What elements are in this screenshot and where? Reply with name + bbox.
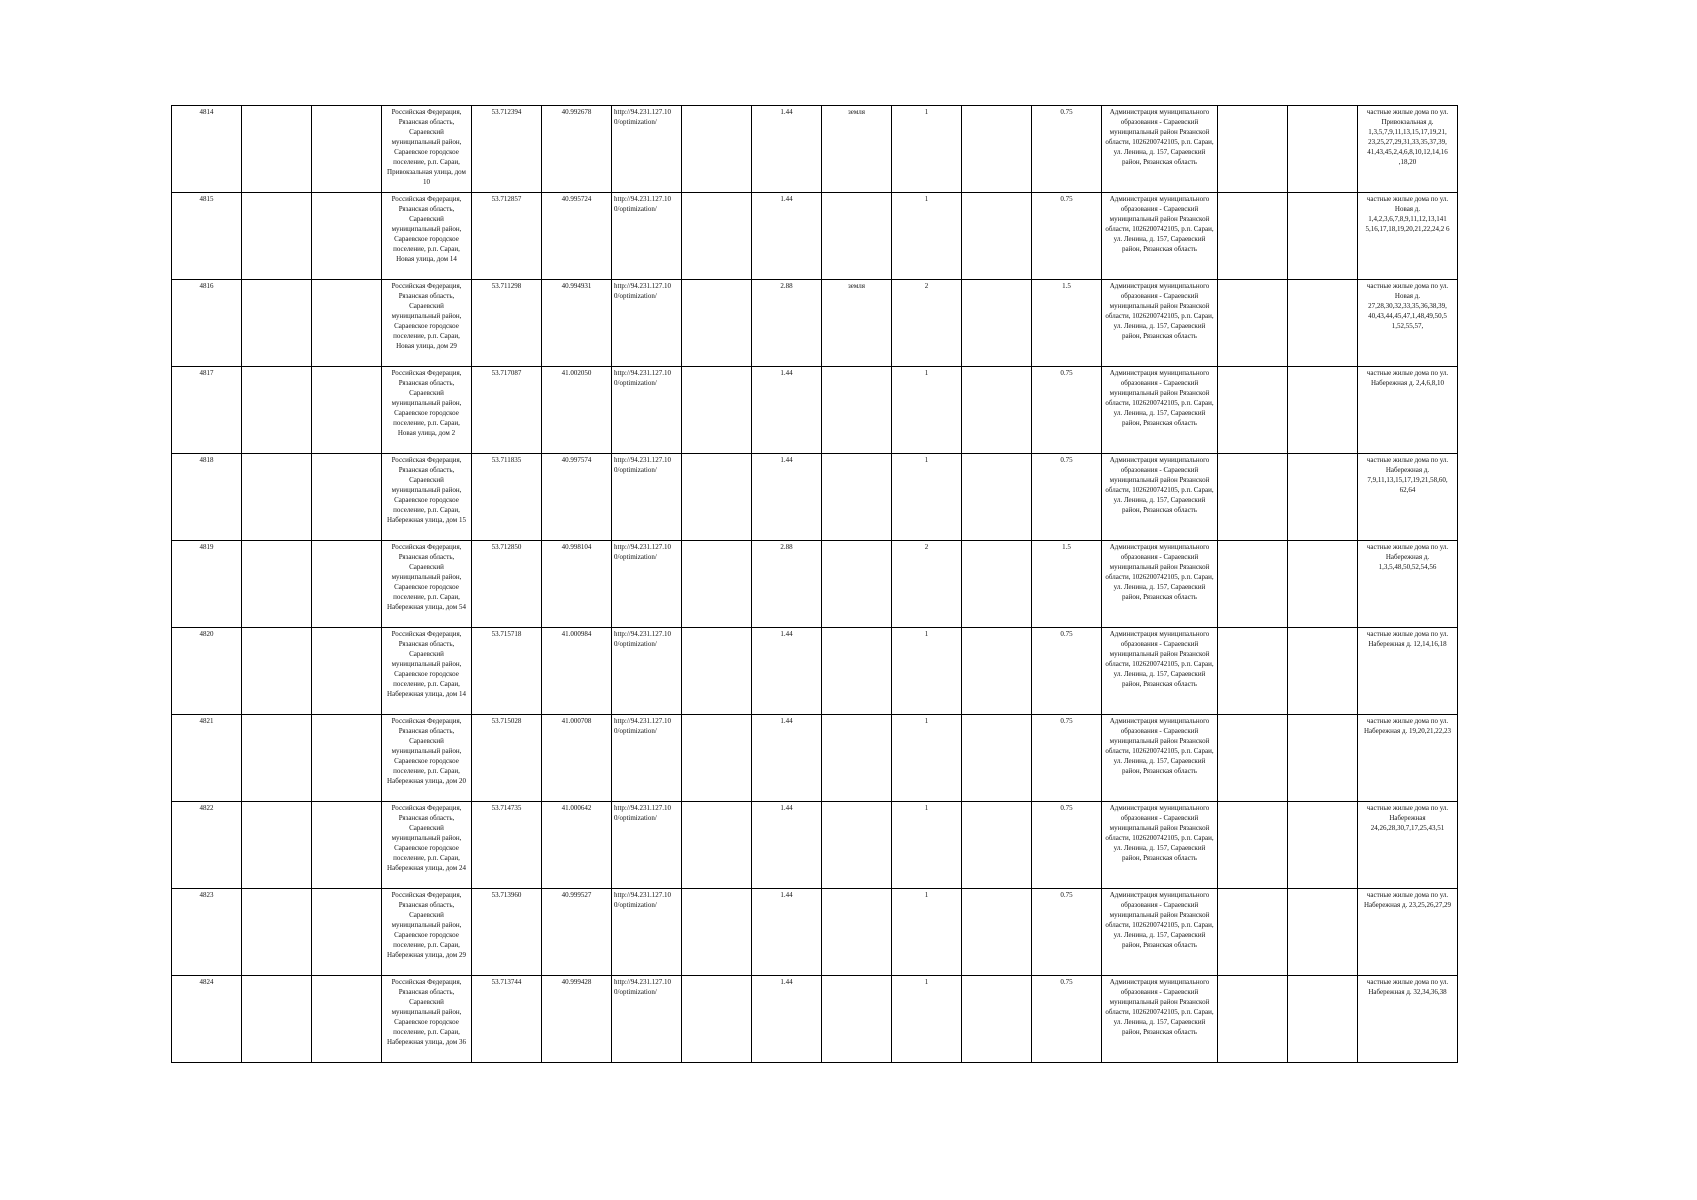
cell-owner: Администрация муниципального образования - Сараевский муниципальный район Рязанской области, 1026200742105, р.п. Сараи, ул. Ленина, д. 157, Сараевский район, Рязанская область xyxy=(1102,193,1218,280)
cell-address: Российская Федерация, Рязанская область, Сараевский муниципальный район, Сараевское городское поселение, р.п. Сараи, Набережная улица, дом 14 xyxy=(382,628,472,715)
cell-container-count: 1 xyxy=(892,976,962,1063)
cell-served-objects: частные жилые дома по ул. Набережная д. 1,3,5,48,50,52,54,56 xyxy=(1358,541,1458,628)
cell-owner: Администрация муниципального образования - Сараевский муниципальный район Рязанской области, 1026200742105, р.п. Сараи, ул. Ленина, д. 157, Сараевский район, Рязанская область xyxy=(1102,715,1218,802)
cell-empty xyxy=(1288,715,1358,802)
cell-volume: 1.5 xyxy=(1032,280,1102,367)
cell-cover: земля xyxy=(822,106,892,193)
table-row xyxy=(172,193,1458,280)
cell-empty xyxy=(682,106,752,193)
cell-empty xyxy=(682,715,752,802)
cell-empty xyxy=(242,802,312,889)
cell-longitude: 40.995724 xyxy=(542,193,612,280)
cell-cover xyxy=(822,541,892,628)
cell-latitude: 53.713960 xyxy=(472,889,542,976)
cell-volume: 0.75 xyxy=(1032,889,1102,976)
cell-url: http://94.231.127.10 0/optimization/ xyxy=(612,541,682,628)
cell-empty xyxy=(962,454,1032,541)
cell-empty xyxy=(962,802,1032,889)
cell-empty xyxy=(962,715,1032,802)
cell-empty xyxy=(682,193,752,280)
cell-area: 1.44 xyxy=(752,802,822,889)
cell-volume: 0.75 xyxy=(1032,802,1102,889)
cell-latitude: 53.712850 xyxy=(472,541,542,628)
cell-empty xyxy=(1288,802,1358,889)
cell-longitude: 40.999428 xyxy=(542,976,612,1063)
cell-address: Российская Федерация, Рязанская область, Сараевский муниципальный район, Сараевское городское поселение, р.п. Сараи, Набережная улица, дом 20 xyxy=(382,715,472,802)
cell-latitude: 53.713744 xyxy=(472,976,542,1063)
cell-owner: Администрация муниципального образования - Сараевский муниципальный район Рязанской области, 1026200742105, р.п. Сараи, ул. Ленина, д. 157, Сараевский район, Рязанская область xyxy=(1102,454,1218,541)
cell-empty xyxy=(1288,106,1358,193)
cell-empty xyxy=(1218,193,1288,280)
cell-area: 1.44 xyxy=(752,715,822,802)
table-row xyxy=(172,106,1458,193)
cell-owner: Администрация муниципального образования - Сараевский муниципальный район Рязанской области, 1026200742105, р.п. Сараи, ул. Ленина, д. 157, Сараевский район, Рязанская область xyxy=(1102,367,1218,454)
cell-owner: Администрация муниципального образования - Сараевский муниципальный район Рязанской области, 1026200742105, р.п. Сараи, ул. Ленина, д. 157, Сараевский район, Рязанская область xyxy=(1102,976,1218,1063)
cell-url: http://94.231.127.10 0/optimization/ xyxy=(612,889,682,976)
cell-address: Российская Федерация, Рязанская область, Сараевский муниципальный район, Сараевское городское поселение, р.п. Сараи, Новая улица, дом 2 xyxy=(382,367,472,454)
cell-empty xyxy=(682,802,752,889)
cell-url: http://94.231.127.10 0/optimization/ xyxy=(612,802,682,889)
cell-volume: 0.75 xyxy=(1032,193,1102,280)
cell-cover xyxy=(822,367,892,454)
cell-address: Российская Федерация, Рязанская область, Сараевский муниципальный район, Сараевское городское поселение, р.п. Сараи, Набережная улица, дом 24 xyxy=(382,802,472,889)
table-row xyxy=(172,280,1458,367)
cell-owner: Администрация муниципального образования - Сараевский муниципальный район Рязанской области, 1026200742105, р.п. Сараи, ул. Ленина, д. 157, Сараевский район, Рязанская область xyxy=(1102,802,1218,889)
cell-id: 4821 xyxy=(172,715,242,802)
cell-id: 4814 xyxy=(172,106,242,193)
cell-empty xyxy=(1218,454,1288,541)
cell-latitude: 53.711298 xyxy=(472,280,542,367)
cell-empty xyxy=(962,628,1032,715)
cell-owner: Администрация муниципального образования - Сараевский муниципальный район Рязанской области, 1026200742105, р.п. Сараи, ул. Ленина, д. 157, Сараевский район, Рязанская область xyxy=(1102,628,1218,715)
cell-empty xyxy=(962,541,1032,628)
cell-owner: Администрация муниципального образования - Сараевский муниципальный район Рязанской области, 1026200742105, р.п. Сараи, ул. Ленина, д. 157, Сараевский район, Рязанская область xyxy=(1102,106,1218,193)
cell-served-objects: частные жилые дома по ул. Привокзальная д. 1,3,5,7,9,11,13,15,17,19,21, 23,25,27,29,31,33,35,37,39, 41,43,45,2,4,6,8,10,12,14,16 ,18,20 xyxy=(1358,106,1458,193)
cell-area: 1.44 xyxy=(752,889,822,976)
cell-empty xyxy=(682,628,752,715)
cell-url: http://94.231.127.10 0/optimization/ xyxy=(612,280,682,367)
cell-empty xyxy=(1288,976,1358,1063)
table-row xyxy=(172,367,1458,454)
cell-id: 4822 xyxy=(172,802,242,889)
cell-empty xyxy=(312,367,382,454)
cell-empty xyxy=(682,541,752,628)
cell-volume: 0.75 xyxy=(1032,454,1102,541)
cell-address: Российская Федерация, Рязанская область, Сараевский муниципальный район, Сараевское городское поселение, р.п. Сараи, Новая улица, дом 29 xyxy=(382,280,472,367)
cell-latitude: 53.714735 xyxy=(472,802,542,889)
cell-served-objects: частные жилые дома по ул. Набережная д. 2,4,6,8,10 xyxy=(1358,367,1458,454)
cell-address: Российская Федерация, Рязанская область, Сараевский муниципальный район, Сараевское городское поселение, р.п. Сараи, Набережная улица, дом 15 xyxy=(382,454,472,541)
cell-empty xyxy=(242,889,312,976)
cell-empty xyxy=(312,889,382,976)
cell-served-objects: частные жилые дома по ул. Набережная д. 12,14,16,18 xyxy=(1358,628,1458,715)
cell-served-objects: частные жилые дома по ул. Набережная 24,26,28,30,7,17,25,43,51 xyxy=(1358,802,1458,889)
cell-owner: Администрация муниципального образования - Сараевский муниципальный район Рязанской области, 1026200742105, р.п. Сараи, ул. Ленина, д. 157, Сараевский район, Рязанская область xyxy=(1102,889,1218,976)
cell-latitude: 53.711835 xyxy=(472,454,542,541)
cell-container-count: 1 xyxy=(892,802,962,889)
cell-volume: 0.75 xyxy=(1032,715,1102,802)
cell-empty xyxy=(1218,802,1288,889)
cell-empty xyxy=(1288,280,1358,367)
cell-empty xyxy=(1218,715,1288,802)
cell-container-count: 1 xyxy=(892,193,962,280)
cell-empty xyxy=(242,193,312,280)
cell-served-objects: частные жилые дома по ул. Новая д. 27,28,30,32,33,35,36,38,39, 40,43,44,45,47,1,48,49,50,5 1,52,55,57, xyxy=(1358,280,1458,367)
cell-url: http://94.231.127.10 0/optimization/ xyxy=(612,976,682,1063)
cell-address: Российская Федерация, Рязанская область, Сараевский муниципальный район, Сараевское городское поселение, р.п. Сараи, Набережная улица, дом 29 xyxy=(382,889,472,976)
cell-url: http://94.231.127.10 0/optimization/ xyxy=(612,715,682,802)
cell-empty xyxy=(312,715,382,802)
cell-area: 1.44 xyxy=(752,193,822,280)
table-row xyxy=(172,541,1458,628)
cell-cover xyxy=(822,628,892,715)
cell-empty xyxy=(312,454,382,541)
cell-empty xyxy=(1288,193,1358,280)
cell-volume: 0.75 xyxy=(1032,367,1102,454)
cell-empty xyxy=(242,976,312,1063)
cell-empty xyxy=(962,367,1032,454)
cell-empty xyxy=(312,802,382,889)
cell-empty xyxy=(242,715,312,802)
cell-empty xyxy=(962,193,1032,280)
cell-empty xyxy=(1218,889,1288,976)
cell-id: 4824 xyxy=(172,976,242,1063)
cell-empty xyxy=(1288,541,1358,628)
cell-empty xyxy=(1218,628,1288,715)
cell-empty xyxy=(242,628,312,715)
table-row xyxy=(172,628,1458,715)
cell-area: 1.44 xyxy=(752,454,822,541)
table-row xyxy=(172,976,1458,1063)
cell-url: http://94.231.127.10 0/optimization/ xyxy=(612,106,682,193)
cell-volume: 0.75 xyxy=(1032,628,1102,715)
table-row xyxy=(172,802,1458,889)
cell-longitude: 40.992678 xyxy=(542,106,612,193)
cell-cover xyxy=(822,802,892,889)
cell-id: 4819 xyxy=(172,541,242,628)
cell-container-count: 1 xyxy=(892,889,962,976)
cell-id: 4820 xyxy=(172,628,242,715)
cell-area: 1.44 xyxy=(752,106,822,193)
cell-container-count: 2 xyxy=(892,280,962,367)
cell-longitude: 40.998104 xyxy=(542,541,612,628)
cell-latitude: 53.717087 xyxy=(472,367,542,454)
cell-empty xyxy=(312,976,382,1063)
cell-container-count: 1 xyxy=(892,628,962,715)
cell-volume: 0.75 xyxy=(1032,106,1102,193)
cell-area: 2.88 xyxy=(752,541,822,628)
cell-id: 4817 xyxy=(172,367,242,454)
cell-empty xyxy=(1288,628,1358,715)
cell-empty xyxy=(682,367,752,454)
cell-container-count: 1 xyxy=(892,106,962,193)
cell-address: Российская Федерация, Рязанская область, Сараевский муниципальный район, Сараевское городское поселение, р.п. Сараи, Новая улица, дом 14 xyxy=(382,193,472,280)
cell-longitude: 40.994931 xyxy=(542,280,612,367)
cell-empty xyxy=(312,280,382,367)
cell-served-objects: частные жилые дома по ул. Набережная д. 7,9,11,13,15,17,19,21,58,60, 62,64 xyxy=(1358,454,1458,541)
container-sites-table xyxy=(171,105,1458,1063)
cell-volume: 0.75 xyxy=(1032,976,1102,1063)
cell-url: http://94.231.127.10 0/optimization/ xyxy=(612,628,682,715)
cell-empty xyxy=(962,280,1032,367)
cell-empty xyxy=(242,454,312,541)
cell-latitude: 53.712394 xyxy=(472,106,542,193)
cell-empty xyxy=(242,280,312,367)
cell-longitude: 41.000984 xyxy=(542,628,612,715)
cell-empty xyxy=(242,367,312,454)
cell-url: http://94.231.127.10 0/optimization/ xyxy=(612,193,682,280)
cell-empty xyxy=(682,976,752,1063)
table-row xyxy=(172,454,1458,541)
cell-empty xyxy=(242,106,312,193)
cell-area: 1.44 xyxy=(752,367,822,454)
cell-area: 1.44 xyxy=(752,976,822,1063)
cell-empty xyxy=(1288,367,1358,454)
cell-container-count: 2 xyxy=(892,541,962,628)
cell-empty xyxy=(962,976,1032,1063)
cell-served-objects: частные жилые дома по ул. Набережная д. 19,20,21,22,23 xyxy=(1358,715,1458,802)
cell-latitude: 53.712857 xyxy=(472,193,542,280)
cell-empty xyxy=(312,193,382,280)
cell-container-count: 1 xyxy=(892,454,962,541)
cell-empty xyxy=(312,541,382,628)
cell-served-objects: частные жилые дома по ул. Набережная д. 32,34,36,38 xyxy=(1358,976,1458,1063)
cell-container-count: 1 xyxy=(892,367,962,454)
cell-empty xyxy=(1218,367,1288,454)
cell-owner: Администрация муниципального образования - Сараевский муниципальный район Рязанской области, 1026200742105, р.п. Сараи, ул. Ленина, д. 157, Сараевский район, Рязанская область xyxy=(1102,541,1218,628)
cell-id: 4815 xyxy=(172,193,242,280)
cell-address: Российская Федерация, Рязанская область, Сараевский муниципальный район, Сараевское городское поселение, р.п. Сараи, Набережная улица, дом 54 xyxy=(382,541,472,628)
cell-address: Российская Федерация, Рязанская область, Сараевский муниципальный район, Сараевское городское поселение, р.п. Сараи, Набережная улица, дом 36 xyxy=(382,976,472,1063)
cell-cover xyxy=(822,976,892,1063)
cell-url: http://94.231.127.10 0/optimization/ xyxy=(612,367,682,454)
table-row xyxy=(172,889,1458,976)
cell-empty xyxy=(1218,976,1288,1063)
cell-url: http://94.231.127.10 0/optimization/ xyxy=(612,454,682,541)
cell-cover xyxy=(822,454,892,541)
cell-empty xyxy=(682,889,752,976)
cell-cover xyxy=(822,193,892,280)
cell-latitude: 53.715718 xyxy=(472,628,542,715)
cell-cover xyxy=(822,715,892,802)
cell-longitude: 41.002050 xyxy=(542,367,612,454)
cell-container-count: 1 xyxy=(892,715,962,802)
cell-empty xyxy=(1218,280,1288,367)
cell-area: 2.88 xyxy=(752,280,822,367)
cell-empty xyxy=(962,106,1032,193)
cell-volume: 1.5 xyxy=(1032,541,1102,628)
cell-empty xyxy=(312,106,382,193)
cell-empty xyxy=(682,280,752,367)
cell-area: 1.44 xyxy=(752,628,822,715)
cell-owner: Администрация муниципального образования - Сараевский муниципальный район Рязанской области, 1026200742105, р.п. Сараи, ул. Ленина, д. 157, Сараевский район, Рязанская область xyxy=(1102,280,1218,367)
table-row xyxy=(172,715,1458,802)
cell-id: 4818 xyxy=(172,454,242,541)
cell-empty xyxy=(312,628,382,715)
cell-cover: земля xyxy=(822,280,892,367)
cell-served-objects: частные жилые дома по ул. Новая д. 1,4,2,3,6,7,8,9,11,12,13,141 5,16,17,18,19,20,21,22,24,2 6 xyxy=(1358,193,1458,280)
cell-id: 4823 xyxy=(172,889,242,976)
cell-address: Российская Федерация, Рязанская область, Сараевский муниципальный район, Сараевское городское поселение, р.п. Сараи, Привокзальная улица, дом 10 xyxy=(382,106,472,193)
cell-longitude: 40.999527 xyxy=(542,889,612,976)
cell-latitude: 53.715028 xyxy=(472,715,542,802)
cell-id: 4816 xyxy=(172,280,242,367)
cell-longitude: 40.997574 xyxy=(542,454,612,541)
cell-cover xyxy=(822,889,892,976)
cell-empty xyxy=(1288,454,1358,541)
cell-empty xyxy=(242,541,312,628)
cell-empty xyxy=(1218,541,1288,628)
cell-empty xyxy=(1218,106,1288,193)
cell-empty xyxy=(1288,889,1358,976)
cell-served-objects: частные жилые дома по ул. Набережная д. 23,25,26,27,29 xyxy=(1358,889,1458,976)
cell-empty xyxy=(682,454,752,541)
cell-empty xyxy=(962,889,1032,976)
cell-longitude: 41.000708 xyxy=(542,715,612,802)
cell-longitude: 41.000642 xyxy=(542,802,612,889)
